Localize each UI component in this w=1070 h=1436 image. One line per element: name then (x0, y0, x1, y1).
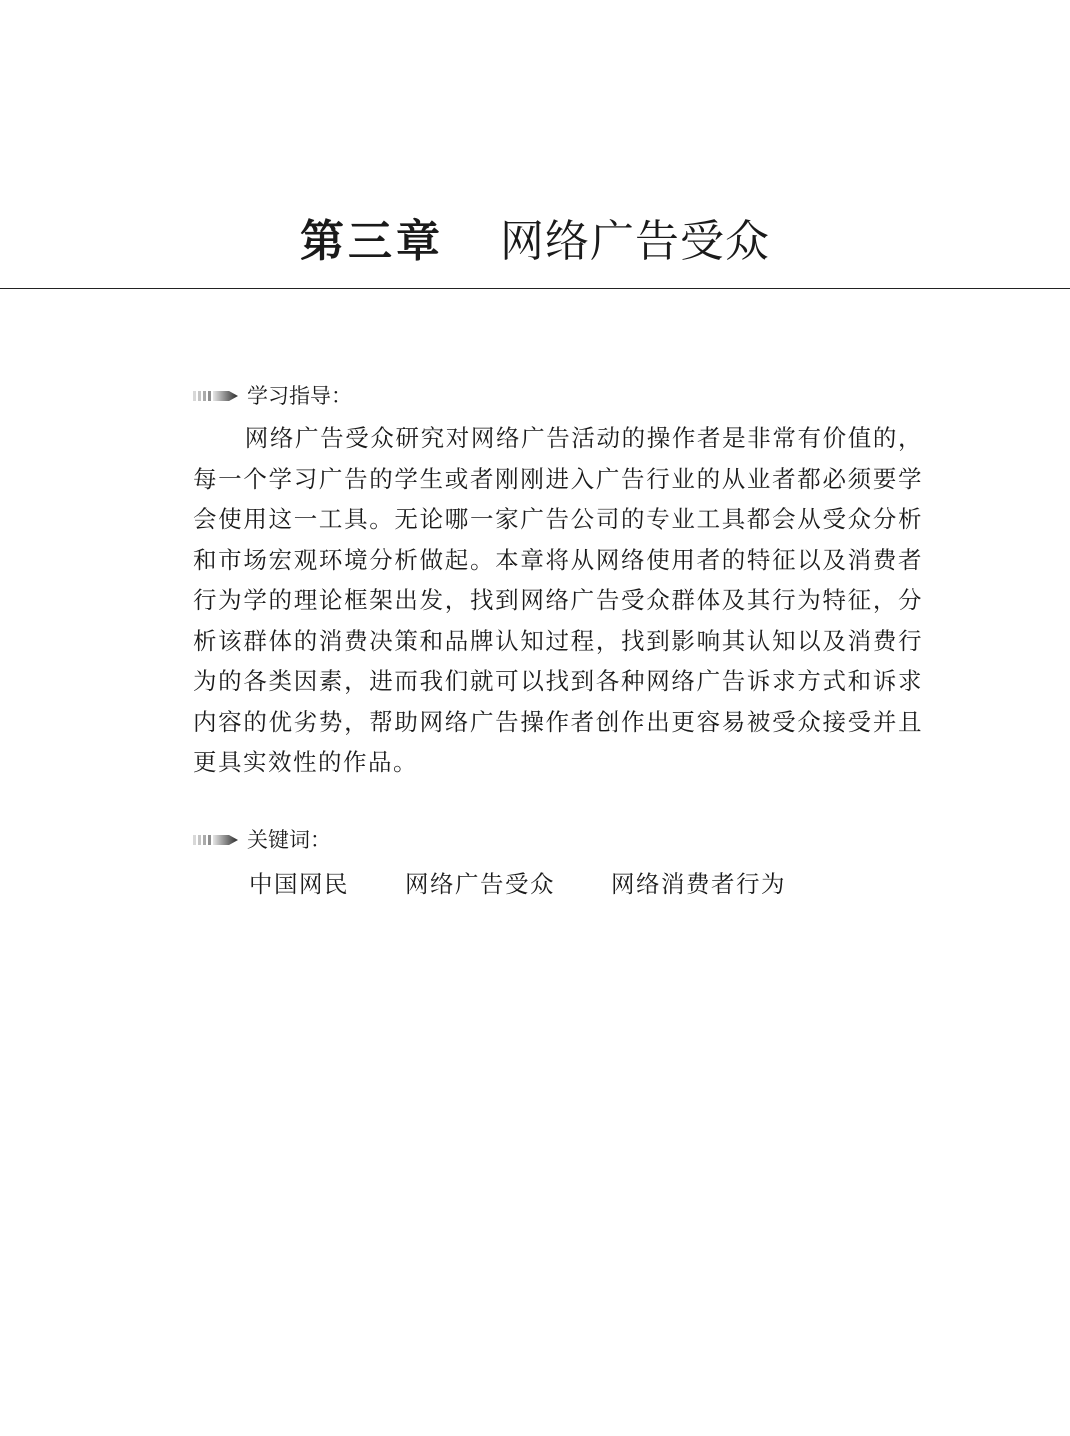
chapter-title (0, 212, 1070, 272)
study-guide-heading (193, 380, 923, 412)
study-guide-label: 学习指导： (247, 384, 352, 408)
gradient-arrow-icon (193, 388, 239, 404)
gradient-arrow-icon (193, 832, 239, 848)
chapter-name: 网络广告受众 (500, 216, 770, 267)
study-guide-section (193, 380, 923, 783)
study-guide-text: 网络广告受众研究对网络广告活动的操作者是非常有价值的，每一个学习广告的学生或者刚刚进入广告行业的从业者都必须要学会使用这一工具。无论哪一家广告公司的专业工具都会从受众分析和市场宏观环境分析做起。本章将从网络使用者的特征以及消费者行为学的理论框架出发，找到网络广告受众群体及其行为特征，分析该群体的消费决策和品牌认知过程，找到影响其认知以及消费行为的各类因素，进而我们就可以找到各种网络广告诉求方式和诉求内容的优劣势，帮助网络广告操作者创作出更容易被受众接受并且更具实效性的作品。 (193, 424, 923, 776)
keyword-item: 网络消费者行为 (611, 870, 786, 898)
title-divider (0, 288, 1070, 289)
keywords-label: 关键词： (247, 828, 331, 852)
keywords-heading (193, 824, 923, 856)
chapter-number: 第三章 (300, 216, 444, 267)
keyword-item: 中国网民 (249, 870, 349, 898)
keyword-item: 网络广告受众 (405, 870, 555, 898)
keyword-list (249, 864, 923, 904)
keywords-section (193, 824, 923, 904)
